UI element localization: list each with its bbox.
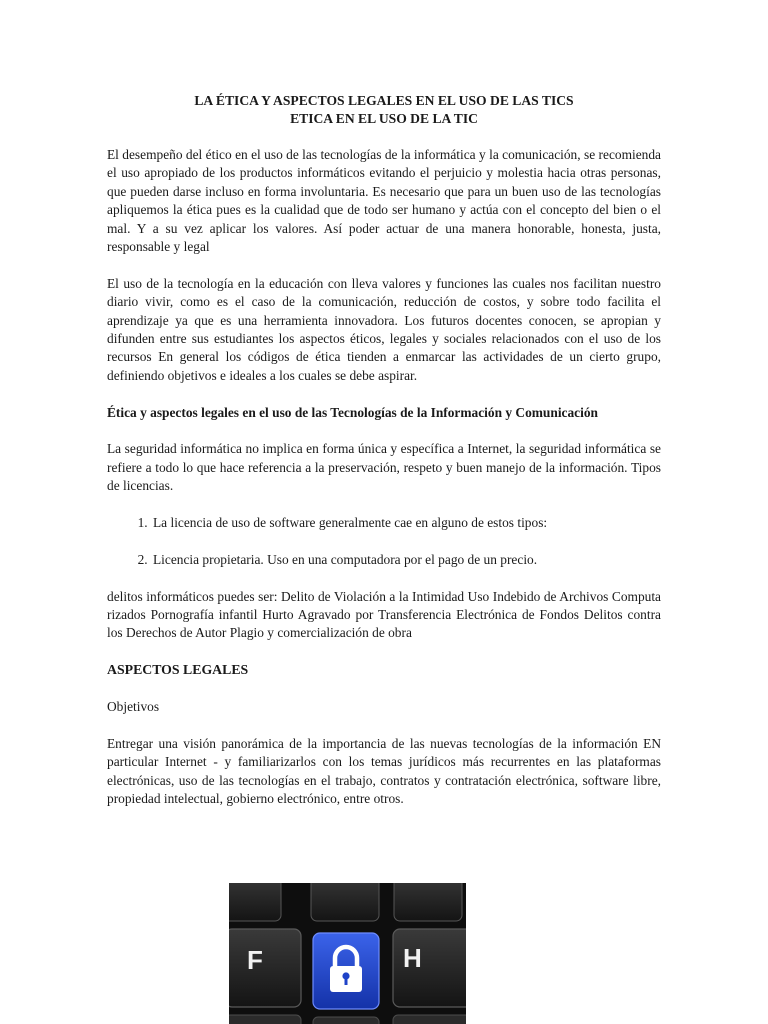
keyboard-lock-image — [229, 883, 466, 1024]
lock-key — [313, 933, 379, 1009]
title-line-2: ETICA EN EL USO DE LA TIC — [290, 110, 478, 126]
section-heading-ethics-legal: Ética y aspectos legales en el uso de las Tecnologías de la Información y Comunicación — [107, 404, 598, 420]
key-f-label: F — [247, 945, 263, 975]
key-f — [229, 929, 301, 1007]
document-body — [107, 92, 661, 827]
paragraph-security: La seguridad informática no implica en forma única y específica a Internet, la seguridad informática se refiere a todo lo que hace referencia a la preservación, respeto y buen manejo de la información. Tipos de licencias. — [107, 441, 661, 494]
license-list — [107, 514, 661, 569]
paragraph-objectives: Entregar una visión panorámica de la importancia de las nuevas tecnologías de la información EN particular Internet - y familiarizarlos con los temas jurídicos más recurrentes en las plataformas electrónicas, uso de las tecnologías en el trabajo, contratos y contratación electrónica, software libre, propiedad intelectual, gobierno electrónico, entre otros. — [107, 735, 661, 807]
document-title — [107, 92, 661, 127]
paragraph-technology-education: El uso de la tecnología en la educación con lleva valores y funciones las cuales nos facilitan nuestro diario vivir, como es el caso de la comunicación, reducción de costos, y sobre todo facilita el aprendizaje ya que es una herramienta innovadora. Los futuros docentes conocen, se apropian y difunden entre sus estudiantes los aspectos éticos, legales y sociales relacionados con el uso de los recursos En general los códigos de ética tienden a enmarcar las actividades de un cierto grupo, definiendo objetivos e ideales a los cuales se debe aspirar. — [107, 275, 661, 383]
keyboard-top-row — [229, 883, 462, 921]
subheading-objectives: Objetivos — [107, 699, 160, 715]
list-item: 2. Licencia propietaria. Uso en una computadora por el pago de un precio. — [151, 551, 661, 569]
key-h-label: H — [403, 943, 422, 973]
paragraph-cybercrimes: delitos informáticos puedes ser: Delito de Violación a la Intimidad Uso Indebido de Archivos Computa rizados Pornografía infantil Hurto Agravado por Transferencia Electrónica de Fondos Delitos contra los Derechos de Autor Plagio y comercialización de obra — [107, 588, 661, 641]
section-heading-legal-aspects: ASPECTOS LEGALES — [107, 662, 249, 678]
paragraph-ethics-intro: El desempeño del ético en el uso de las tecnologías de la informática y la comunicación, se recomienda el uso apropiado de los productos informáticos evitando el perjuicio y molestia hacia otras personas, que pueden darse incluso en forma involuntaria. Es necesario que para un buen uso de las tecnologías apliquemos la ética pues es la cualidad que de todo ser humano y actúa con el concepto del bien o el mal. Y a su vez aplicar los valores. Así poder actuar de una manera honorable, honesta, justa, responsable y legal — [107, 147, 661, 255]
title-line-1: LA ÉTICA Y ASPECTOS LEGALES EN EL USO DE LAS TICS — [194, 93, 574, 108]
list-item: 1. La licencia de uso de software generalmente cae en alguno de estos tipos: — [151, 514, 661, 532]
key-h — [393, 929, 466, 1007]
